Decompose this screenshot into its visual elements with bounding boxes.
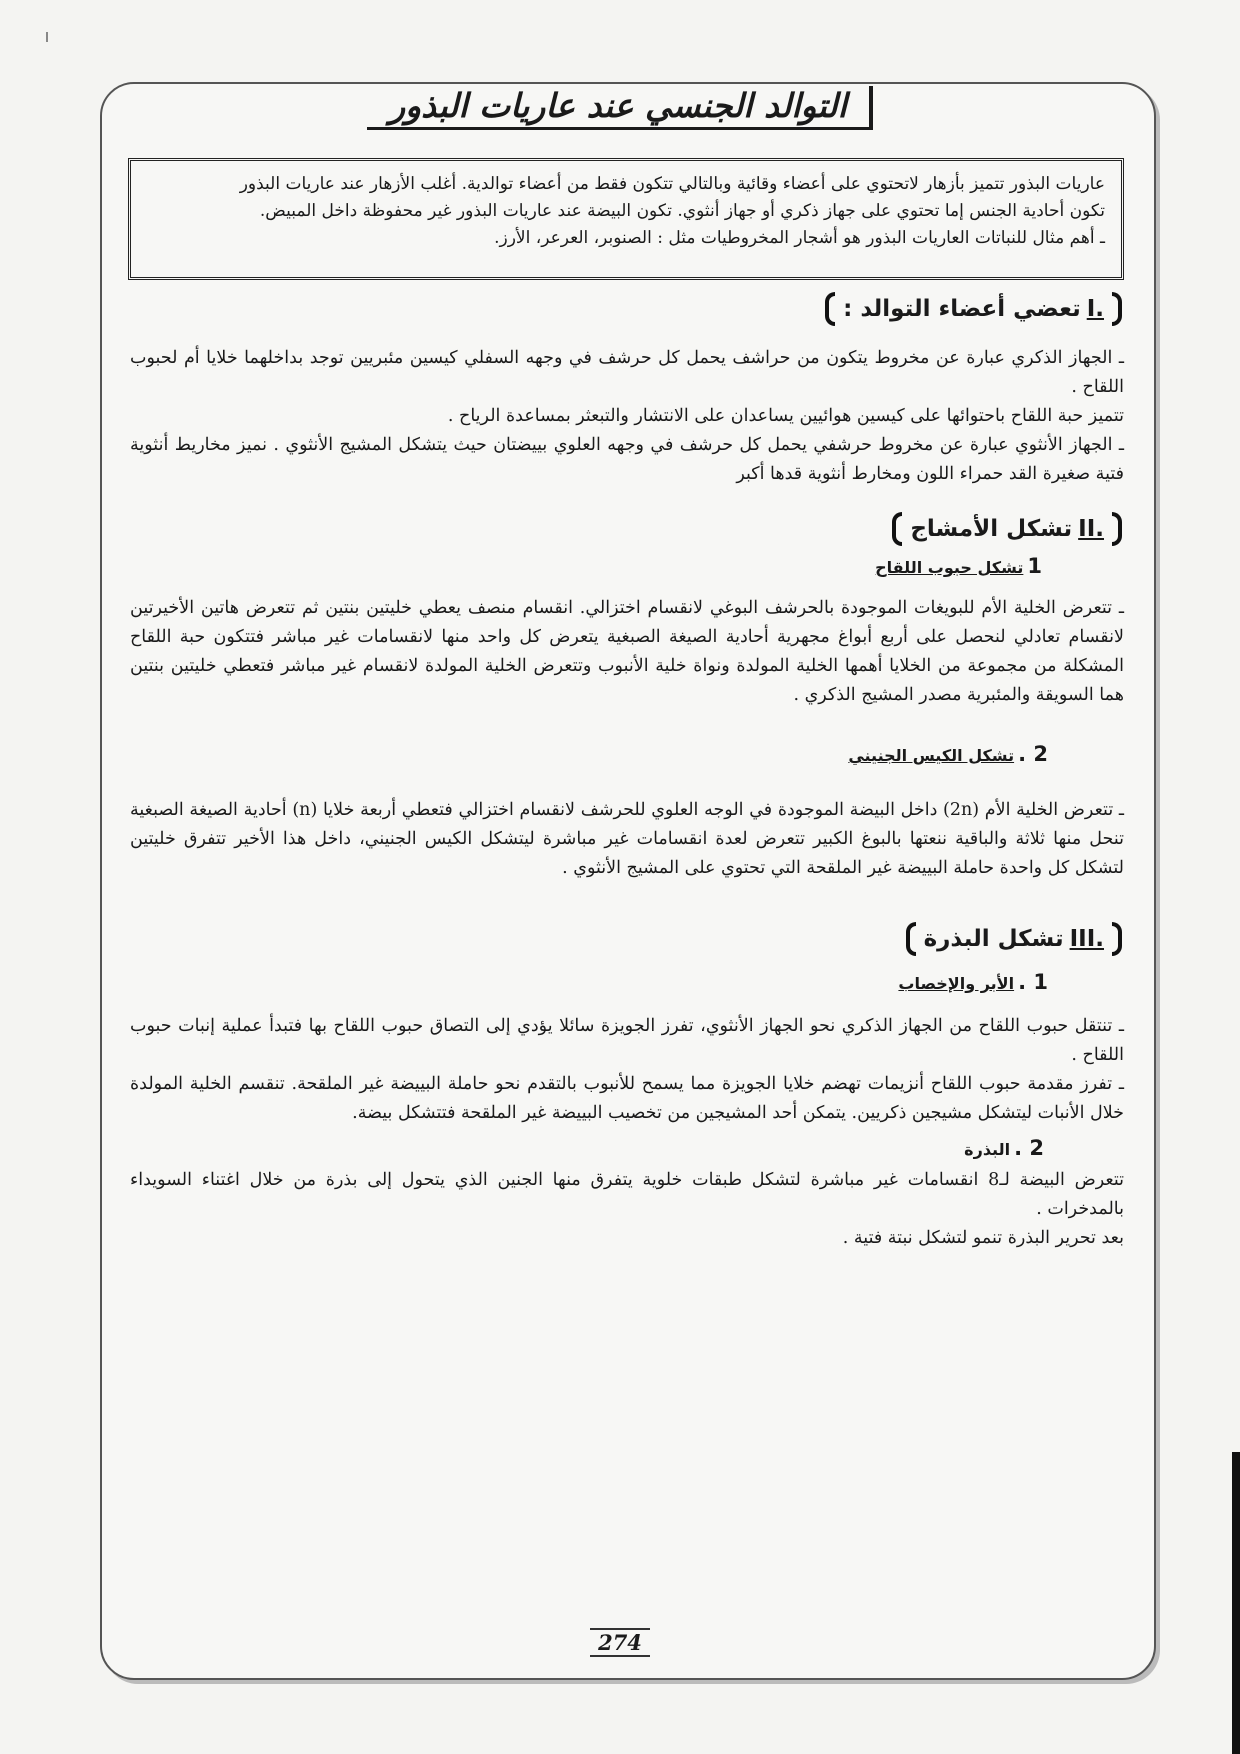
subsection-heading [875,554,1042,578]
intro-box [128,158,1124,280]
subsection-number: 2 . [1018,742,1048,766]
paragraph: ـ تتعرض الخلية الأم (2n) داخل البيضة الموجودة في الوجه العلوي للحرشف لانقسام اختزالي فتعطي أربعة خلايا (n) أحادية الصيغة الصبغية تنحل منها ثلاثة والباقية ننعتها بالبوغ الكبير تتعرض لعدة انقسامات غير مباشرة ليتشكل الكيس الجنيني، داخل هذا الأخير تتفرق خليتين لتشكل كل واحدة حاملة البييضة غير الملقحة التي تحتوي على المشيج الأنثوي . [130,800,1124,878]
subsection-title: البذرة [964,1140,1011,1159]
paragraph: تتعرض البيضة لـ8 انقسامات غير مباشرة لتشكل طبقات خلوية يتفرق منها الجنين الذي يتحول إلى بذرة من خلال اغتناء السويداء بالمدخرات . [130,1170,1124,1219]
section-heading-3 [906,922,1122,956]
scan-edge-bar [1232,1452,1240,1754]
page-number-value: 274 [590,1628,650,1657]
subsection-number: 1 . [1018,970,1048,994]
intro-line: عاريات البذور تتميز بأزهار لاتحتوي على أعضاء وقائية وبالتالي تتكون فقط من أعضاء توالدية. أغلب الأزهار عند عاريات البذور [239,174,1105,194]
section-number: II. [1078,516,1104,542]
section-1-body [130,344,1124,489]
intro-line: ـ أهم مثال للنباتات العاريات البذور هو أشجار المخروطيات مثل : الصنوبر، العرعر، الأرز. [494,228,1105,248]
page-title-wrap [0,86,1240,130]
subsection-number: 1 [1027,554,1042,578]
bracket-right [1112,292,1122,326]
subsection-heading [848,742,1048,766]
section-2-2-body [130,796,1124,883]
section-title: تعضي أعضاء التوالد : [843,296,1081,322]
intro-line: تكون أحادية الجنس إما تحتوي على جهاز ذكري أو جهاز أنثوي. تكون البيضة عند عاريات البذور غير محفوظة داخل المبيض. [259,201,1105,221]
paragraph: ـ تنتقل حبوب اللقاح من الجهاز الذكري نحو الجهاز الأنثوي، تفرز الجويزة سائلا يؤدي إلى التصاق حبوب اللقاح بها فتبدأ عملية إنبات حبوب اللقاح . [130,1016,1124,1065]
section-3-2-body [130,1166,1124,1253]
subsection-heading [898,970,1048,994]
section-number: III. [1069,926,1104,952]
paragraph: تتميز حبة اللقاح باحتوائها على كيسين هوائيين يساعدان على الانتشار والتبعثر بمساعدة الرياح . [447,406,1124,426]
subsection-title: تشكل حبوب اللقاح [875,558,1024,577]
section-heading-1 [825,292,1122,326]
bracket-right [1112,512,1122,546]
section-title: تشكل البذرة [923,926,1064,952]
subsection-heading [964,1136,1044,1160]
scan-mark [46,32,48,42]
section-title: تشكل الأمشاج [910,516,1073,542]
subsection-number: 2 . [1014,1136,1044,1160]
subsection-title: الأبر والإخصاب [898,974,1015,993]
paragraph: ـ الجهاز الذكري عبارة عن مخروط يتكون من حراشف يحمل كل حرشف في وجهه السفلي كيسين مئبريين توجد بداخلهما خلايا أم لحبوب اللقاح . [130,348,1124,397]
page-title: التوالد الجنسي عند عاريات البذور [367,86,873,130]
section-2-1-body [130,594,1124,710]
bracket-left [825,292,835,326]
bracket-left [906,922,916,956]
subsection-title: تشكل الكيس الجنيني [848,746,1015,765]
paragraph: ـ الجهاز الأنثوي عبارة عن مخروط حرشفي يحمل كل حرشف في وجهه العلوي بييضتان حيث يتشكل المشيج الأنثوي . نميز مخاريط أنثوية فتية صغيرة القد حمراء اللون ومخارط أنثوية قدها أكبر [130,435,1124,484]
paragraph: ـ تتعرض الخلية الأم للبويغات الموجودة بالحرشف البوغي لانقسام اختزالي. انقسام منصف يعطي خليتين بنتين ثم تتعرض هاتين الأخيرتين لانقسام تعادلي لنحصل على أربع أبواغ مجهرية أحادية الصيغة الصبغية يتعرض كل واحد منها لانقسامات غير مباشر فتتكون حبة اللقاح المشكلة من مجموعة من الخلايا أهمها الخلية المولدة ونواة خلية الأنبوب وتتعرض الخلية المولدة لانقسام غير مباشر فتعطي خليتين بنتين هما السويقة والمئبرية مصدر المشيج الذكري . [130,598,1124,705]
bracket-right [1112,922,1122,956]
paragraph: ـ تفرز مقدمة حبوب اللقاح أنزيمات تهضم خلايا الجويزة مما يسمح للأنبوب بالتقدم نحو حاملة البييضة غير الملقحة. تنقسم الخلية المولدة خلال الأنبات ليتشكل مشيجين ذكريين. يتمكن أحد المشيجين من تخصيب البييضة غير الملقحة فتتشكل بيضة. [130,1074,1124,1123]
section-heading-2 [892,512,1122,546]
section-3-1-body [130,1012,1124,1128]
paragraph: بعد تحرير البذرة تنمو لتشكل نبتة فتية . [842,1228,1124,1248]
page-number [0,1630,1240,1655]
section-number: I. [1086,296,1104,322]
bracket-left [892,512,902,546]
